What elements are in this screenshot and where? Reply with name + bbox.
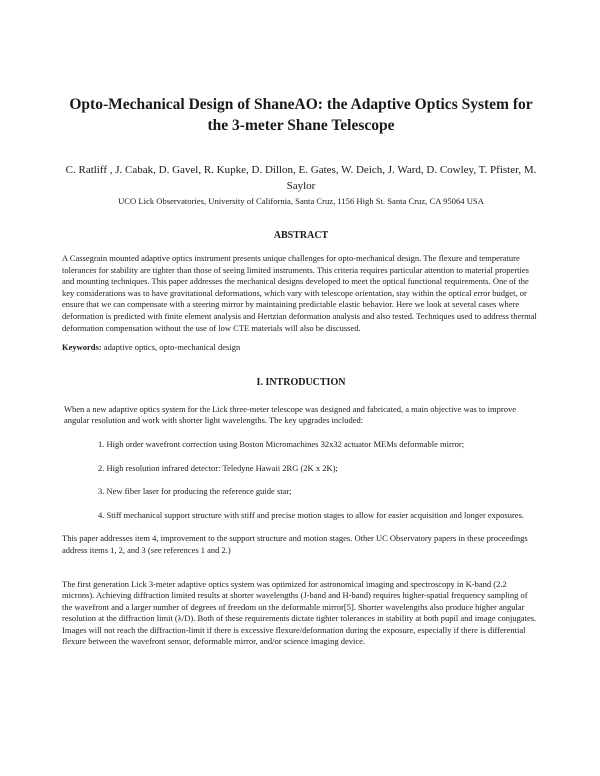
paper-title: Opto-Mechanical Design of ShaneAO: the Adaptive Optics System for the 3-meter Shane Telescope xyxy=(69,96,533,134)
abstract-heading: ABSTRACT xyxy=(273,230,329,241)
upgrade-list xyxy=(62,439,540,521)
keywords-line xyxy=(62,342,540,354)
list-item: 4. Stiff mechanical support structure with stiff and precise motion stages to allow for easier acquisition and longer exposures. xyxy=(98,509,524,520)
list-item: 1. High order wavefront correction using Boston Micromachines 32x32 actuator MEMs deformable mirror; xyxy=(98,438,465,449)
affiliation: UCO Lick Observatories, University of California, Santa Cruz, 1156 High St. Santa Cruz, CA 95064 USA xyxy=(118,196,484,206)
item4-paragraph: This paper addresses item 4, improvement to the support structure and motion stages. Other UC Observatory papers in these proceedings address items 1, 2, and 3 (see references 1 and 2.) xyxy=(62,533,528,555)
first-generation-paragraph: The first generation Lick 3-meter adaptive optics system was optimized for astronomical imaging and spectroscopy in K-band (2.2 microns). Achieving diffraction limited results at shorter wavelengths (J-band and H-band) requires higher-spatial frequency sampling of the wavefront and a larger number of degrees of freedom on the deformable mirror[5]. Shorter wavelengths also produce higher angular resolution at the diffraction limit (λ/D). Both of these requirements dictate tighter tolerances in stability at both pupil and image conjugates. Images will not reach the diffraction-limit if there is excessive flexure/deformation during the exposure, especially if there is differential flexure between the wavefront sensor, deformable mirror, and/or science imaging device. xyxy=(62,578,537,647)
keywords-text: adaptive optics, opto-mechanical design xyxy=(101,342,241,353)
introduction-heading: I. INTRODUCTION xyxy=(256,376,346,388)
list-item: 2. High resolution infrared detector: Teledyne Hawaii 2RG (2K x 2K); xyxy=(98,462,338,473)
author-list: C. Ratliff , J. Cabak, D. Gavel, R. Kupke, D. Dillon, E. Gates, W. Deich, J. Ward, D. Cowley, T. Pfister, M. Saylor xyxy=(65,164,537,192)
intro-paragraph: When a new adaptive optics system for the Lick three-meter telescope was designed and fabricated, a main objective was to improve angular resolution and work with shorter light wavelengths. The key upgrades included: xyxy=(64,403,516,426)
abstract-text: A Cassegrain mounted adaptive optics instrument presents unique challenges for opto-mechanical design. The flexure and temperature tolerances for stability are tighter than those of seeing limited instruments. This criteria requires particular attention to material properties and mounting techniques. This paper addresses the mechanical designs developed to meet the optical functional requirements. One of the key considerations was to have gravitational deformations, which vary with telescope orientation, stay within the optical error budget, or ensure that we can compensate with a steering mirror by maintaining predictable elastic behavior. Here we look at several cases where deformation is predicted with finite element analysis and Hertzian deformation analysis and also tested. Techniques used to address thermal deformation compensation without the use of low CTE materials will also be discussed. xyxy=(62,253,537,333)
keywords-label: Keywords: xyxy=(62,342,102,353)
list-item: 3. New fiber laser for producing the reference guide star; xyxy=(98,486,292,497)
